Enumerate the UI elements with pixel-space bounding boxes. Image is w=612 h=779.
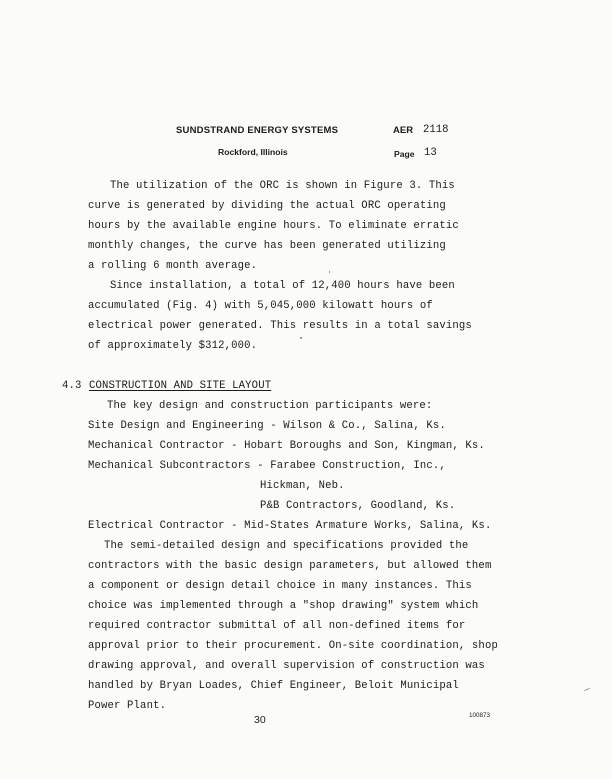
participant-line: Mechanical Contractor - Hobart Boroughs and Son, Kingman, Ks.	[88, 440, 485, 452]
section-number: 4.3	[62, 380, 82, 392]
scan-speck	[300, 337, 302, 339]
paragraph3-line: a component or design detail choice in many instances. This	[88, 580, 472, 592]
scan-speck	[329, 271, 330, 273]
participant-line: Mechanical Subcontractors - Farabee Construction, Inc.,	[88, 460, 446, 472]
participant-line: Site Design and Engineering - Wilson & Co., Salina, Ks.	[88, 420, 446, 432]
paragraph1-line: a rolling 6 month average.	[88, 260, 258, 272]
doc-label: AER	[393, 125, 414, 136]
paragraph3-line: drawing approval, and overall supervision of construction was	[88, 660, 485, 672]
doc-number: 2118	[423, 124, 449, 136]
participant-line: P&B Contractors, Goodland, Ks.	[260, 500, 456, 512]
paragraph3-line: Power Plant.	[88, 700, 167, 712]
participant-line: Hickman, Neb.	[260, 480, 345, 492]
paragraph3-line: The semi-detailed design and specifications provided the	[104, 540, 469, 552]
paragraph3-line: approval prior to their procurement. On-site coordination, shop	[88, 640, 498, 652]
paragraph1-line: The utilization of the ORC is shown in Figure 3. This	[110, 180, 455, 192]
paragraph3-line: required contractor submittal of all non-defined items for	[88, 620, 466, 632]
section-title: CONSTRUCTION AND SITE LAYOUT	[89, 380, 272, 392]
participant-line: Electrical Contractor - Mid-States Armature Works, Salina, Ks.	[88, 520, 492, 532]
company-name: SUNDSTRAND ENERGY SYSTEMS	[176, 125, 339, 136]
paragraph3-line: choice was implemented through a "shop drawing" system which	[88, 600, 479, 612]
footer-page-number: 30	[254, 714, 266, 726]
paragraph2-line: electrical power generated. This results in a total savings	[88, 320, 472, 332]
scan-speck	[584, 688, 590, 691]
company-location: Rockford, Illinois	[218, 147, 288, 157]
paragraph1-line: monthly changes, the curve has been generated utilizing	[88, 240, 446, 252]
paragraph3-line: contractors with the basic design parameters, but allowed them	[88, 560, 492, 572]
participants-intro: The key design and construction participants were:	[107, 400, 433, 412]
paragraph1-line: hours by the available engine hours. To eliminate erratic	[88, 220, 459, 232]
paragraph2-line: Since installation, a total of 12,400 hours have been	[110, 280, 455, 292]
paragraph3-line: handled by Bryan Loades, Chief Engineer, Beloit Municipal	[88, 680, 459, 692]
paragraph2-line: accumulated (Fig. 4) with 5,045,000 kilowatt hours of	[88, 300, 433, 312]
paragraph1-line: curve is generated by dividing the actual ORC operating	[88, 200, 446, 212]
page-label: Page	[394, 149, 415, 159]
paragraph2-line: of approximately $312,000.	[88, 340, 258, 352]
page-number: 13	[424, 147, 437, 159]
footer-document-code: 100873	[469, 712, 491, 719]
